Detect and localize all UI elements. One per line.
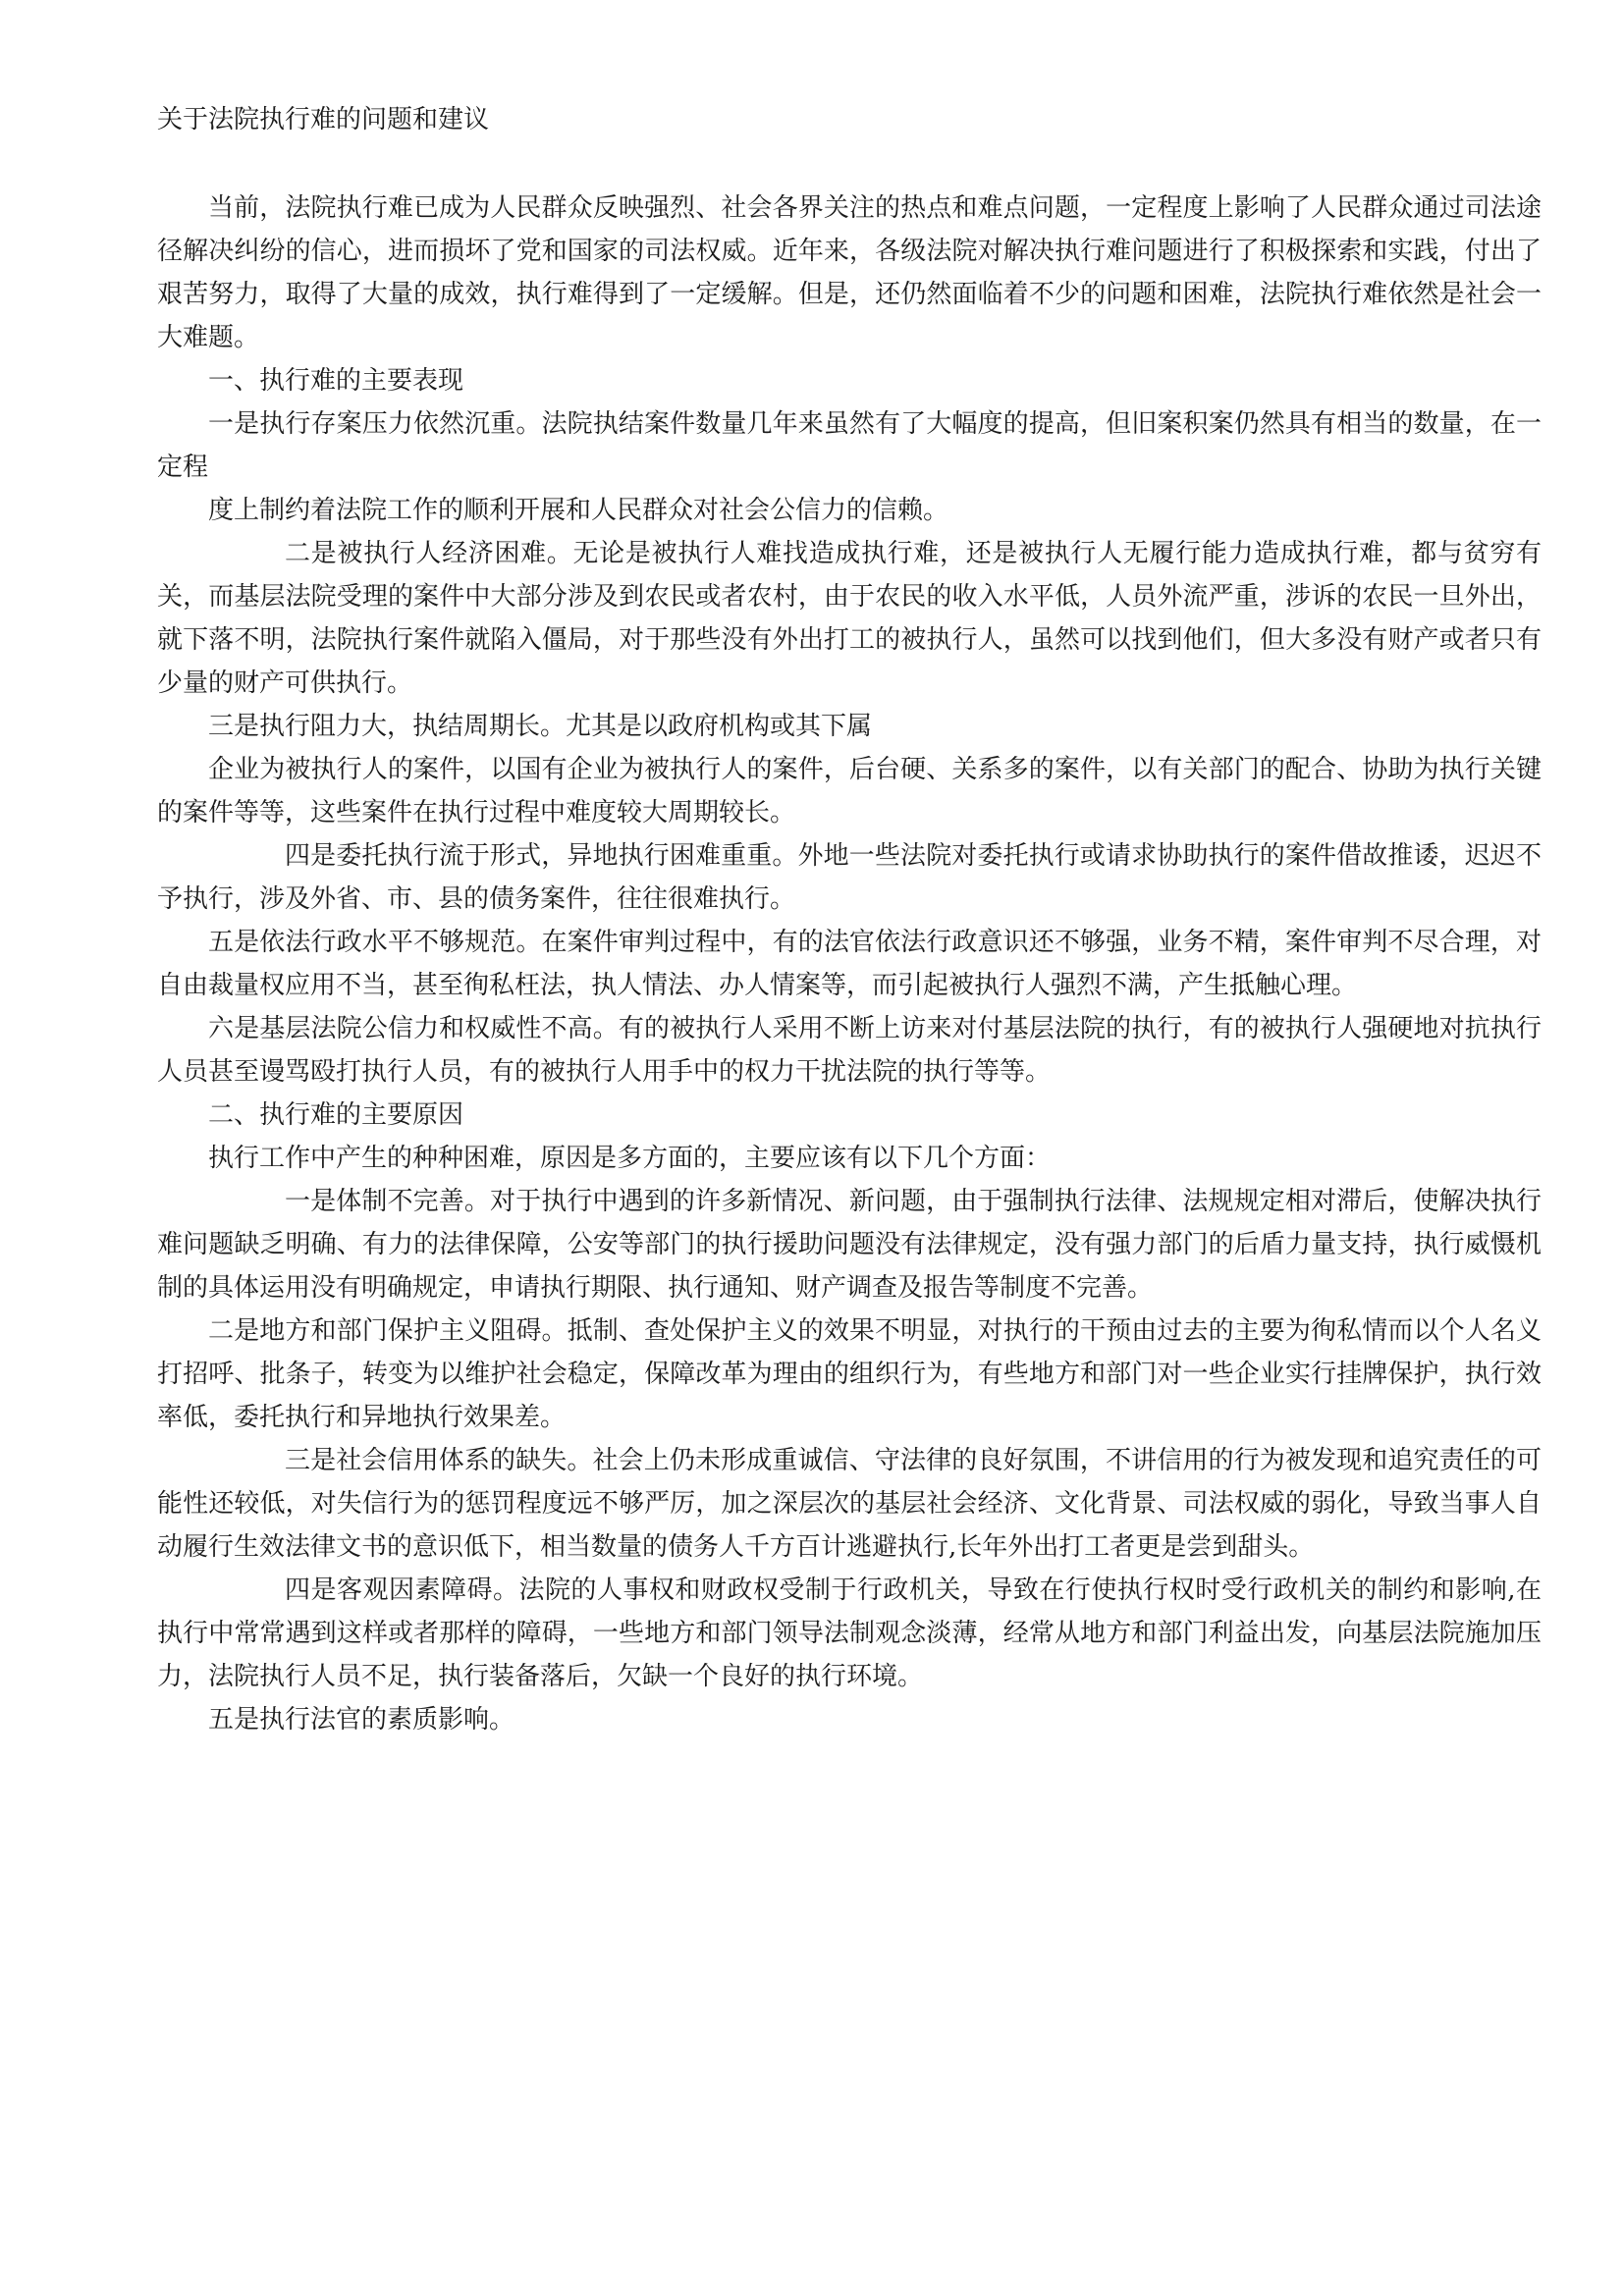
document-page (157, 98, 1542, 1741)
body-paragraph: 企业为被执行人的案件，以国有企业为被执行人的案件，后台硬、关系多的案件，以有关部门的配合、协助为执行关键的案件等等，这些案件在执行过程中难度较大周期较长。 (157, 755, 1542, 828)
body-paragraph: 执行工作中产生的种种困难，原因是多方面的，主要应该有以下几个方面： (208, 1144, 1052, 1173)
body-paragraph: 四是委托执行流于形式，异地执行困难重重。外地一些法院对委托执行或请求协助执行的案件借故推诿，迟迟不予执行，涉及外省、市、县的债务案件，往往很难执行。 (157, 841, 1542, 914)
body-paragraph: 二是地方和部门保护主义阻碍。抵制、查处保护主义的效果不明显，对执行的干预由过去的主要为徇私情而以个人名义打招呼、批条子，转变为以维护社会稳定，保障改革为理由的组织行为，有些地方和部门对一些企业实行挂牌保护，执行效率低，委托执行和异地执行效果差。 (157, 1316, 1542, 1432)
body-paragraph: 度上制约着法院工作的顺利开展和人民群众对社会公信力的信赖。 (208, 496, 949, 525)
body-paragraph: 五是依法行政水平不够规范。在案件审判过程中，有的法官依法行政意识还不够强，业务不精，案件审判不尽合理，对自由裁量权应用不当，甚至徇私枉法，执人情法、办人情案等，而引起被执行人强烈不满，产生抵触心理。 (157, 928, 1542, 1000)
body-paragraph: 二是被执行人经济困难。无论是被执行人难找造成执行难，还是被执行人无履行能力造成执行难，都与贫穷有关，而基层法院受理的案件中大部分涉及到农民或者农村，由于农民的收入水平低，人员外流严重，涉诉的农民一旦外出，就下落不明，法院执行案件就陷入僵局，对于那些没有外出打工的被执行人，虽然可以找到他们，但大多没有财产或者只有少量的财产可供执行。 (157, 539, 1542, 698)
body-paragraph: 一是体制不完善。对于执行中遇到的许多新情况、新问题，由于强制执行法律、法规规定相对滞后，使解决执行难问题缺乏明确、有力的法律保障，公安等部门的执行援助问题没有法律规定，没有强力部门的后盾力量支持，执行威慑机制的具体运用没有明确规定，申请执行期限、执行通知、财产调查及报告等制度不完善。 (157, 1187, 1542, 1303)
document-body (157, 187, 1542, 1741)
body-paragraph: 一是执行存案压力依然沉重。法院执结案件数量几年来虽然有了大幅度的提高，但旧案积案仍然具有相当的数量，在一定程 (157, 409, 1542, 482)
body-paragraph: 四是客观因素障碍。法院的人事权和财政权受制于行政机关，导致在行使执行权时受行政机关的制约和影响,在执行中常常遇到这样或者那样的障碍，一些地方和部门领导法制观念淡薄，经常从地方和部门利益出发，向基层法院施加压力，法院执行人员不足，执行装备落后，欠缺一个良好的执行环境。 (157, 1575, 1542, 1691)
body-paragraph: 六是基层法院公信力和权威性不高。有的被执行人采用不断上访来对付基层法院的执行，有的被执行人强硬地对抗执行人员甚至谩骂殴打执行人员，有的被执行人用手中的权力干扰法院的执行等等。 (157, 1014, 1542, 1087)
section-heading: 一、执行难的主要表现 (208, 366, 464, 396)
body-paragraph: 三是社会信用体系的缺失。社会上仍未形成重诚信、守法律的良好氛围，不讲信用的行为被发现和追究责任的可能性还较低，对失信行为的惩罚程度远不够严厉，加之深层次的基层社会经济、文化背景、司法权威的弱化，导致当事人自动履行生效法律文书的意识低下，相当数量的债务人千方百计逃避执行,长年外出打工者更是尝到甜头。 (157, 1446, 1542, 1562)
section-heading: 二、执行难的主要原因 (208, 1100, 464, 1130)
document-title: 关于法院执行难的问题和建议 (157, 105, 490, 134)
body-paragraph: 五是执行法官的素质影响。 (208, 1705, 515, 1735)
body-paragraph: 当前，法院执行难已成为人民群众反映强烈、社会各界关注的热点和难点问题，一定程度上影响了人民群众通过司法途径解决纠纷的信心，进而损坏了党和国家的司法权威。近年来，各级法院对解决执行难问题进行了积极探索和实践，付出了艰苦努力，取得了大量的成效，执行难得到了一定缓解。但是，还仍然面临着不少的问题和困难，法院执行难依然是社会一大难题。 (157, 193, 1542, 352)
body-paragraph: 三是执行阻力大，执结周期长。尤其是以政府机构或其下属 (208, 712, 873, 741)
